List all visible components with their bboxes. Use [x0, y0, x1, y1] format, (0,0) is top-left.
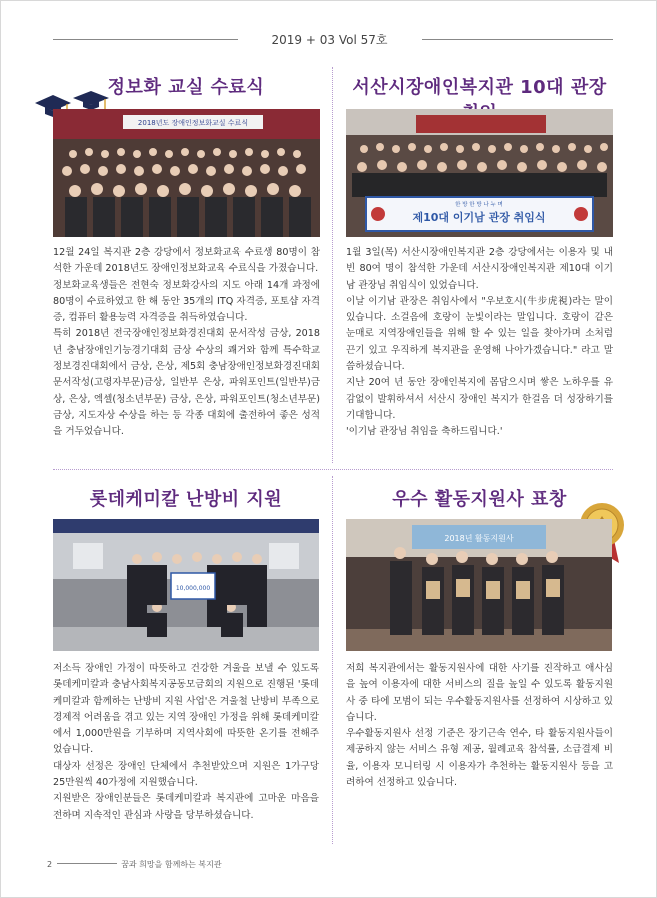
award-banner-text: 2018년 활동지원사: [444, 534, 514, 543]
paragraph: '이기남 관장님 취임을 축하드립니다.': [346, 426, 503, 438]
footer-rule: [57, 863, 117, 864]
column-divider-top: [332, 67, 333, 463]
column-divider-bottom: [332, 476, 333, 844]
issue-header: 2019 + 03 Vol 57호: [271, 33, 388, 47]
paragraph: 12월 24일 복지관 2층 강당에서 정보화교육 수료생 80명이 참석한 가운데 2018년도 장애인정보화교육 수료식을 가졌습니다.: [53, 247, 320, 275]
paragraph: 정보화교육생들은 전현숙 정보화강사의 지도 아래 14개 과정에 80명이 수료하였고 한 해 동안 35개의 ITQ 자격증, 포토샵 자격증, 컴퓨터 활용능력 자격증을 취득하였습니다.: [53, 279, 320, 324]
section-body-director-inauguration: [346, 245, 613, 441]
header-rule-right: [422, 39, 613, 40]
paragraph: 저소득 장애인 가정이 따뜻하고 건강한 겨울을 보낼 수 있도록 롯데케미칼과 충남사회복지공동모금회의 지원으로 진행된 '롯데케미칼과 함께하는 난방비 지원 사업'은 겨울철 난방비 부족으로 경제적 어려움을 겪고 있는 지역 장애인 가정을 위해 롯데케미칼에서 1,000만원을 기부하며 지역사회에 따뜻한 온기를 전해주었습니다.: [53, 663, 319, 756]
section-divider: [53, 469, 613, 470]
paragraph: 대상자 선정은 장애인 단체에서 추천받았으며 지원은 1가구당 25만원씩 40가정에 지원했습니다.: [53, 760, 319, 789]
section-title-award: 우수 활동지원사 표창: [392, 489, 567, 510]
section-title-director-inauguration: 서산시장애인복지관 10대 관장: [352, 77, 607, 98]
paragraph: 특히 2018년 전국장애인정보화경진대회 문서작성 금상, 2018년 충남장애인기능경기대회 금상 수상의 쾌거와 함께 특수학교 정보경진대회에서 금상, 은상, 제5회 충남장애인정보화경진대회 문서작성(고령자부문)금상, 일반부 은상, 파워포인트(일반부)금상, 은상, 엑셀(청소년부문) 금상, 은상, 파워포인트(청소년부문)금상, 지도자상 수상을 하는 등 각종 대회에 출전하여 좋은 성적을 거두었습니다.: [53, 328, 320, 438]
section-body-heating-support: [53, 661, 319, 824]
paragraph: 1월 3일(목) 서산시장애인복지관 2층 강당에서는 이용자 및 내빈 80여 명이 참석한 가운데 서산시장애인복지관 제10대 이기남 관장님 취임식이 있었습니다.: [346, 247, 613, 291]
paragraph: 저희 복지관에서는 활동지원사에 대한 사기를 진작하고 애사심을 높여 이용자에 대한 서비스의 질을 높일 수 있도록 활동지원사 중 타에 모범이 되는 우수활동지원사를 선정하여 시상하고 있습니다.: [346, 663, 613, 723]
section-title-heating-support: 롯데케미칼 난방비 지원: [89, 489, 283, 510]
graduation-banner-text: 2018년도 장애인정보화교실 수료식: [137, 119, 249, 127]
page-number: 2: [47, 860, 53, 869]
graduation-group-photo: [53, 109, 320, 237]
inauguration-banner-main: 제10대 이기남 관장 취임식: [412, 211, 546, 224]
inauguration-banner-small: 한 방 한 방 나 누 며: [455, 202, 503, 208]
award-ceremony-photo: [346, 519, 612, 651]
donation-board-text: 10,000,000: [175, 585, 211, 592]
paragraph: 이날 이기남 관장은 취임사에서 "우보호시(牛步虎視)라는 말이 있습니다. 소걸음에 호랑이 눈빛이라는 말입니다. 호랑이 같은 눈매로 지역장애인들을 위해 할 수 있는 일을 찾아가며 소처럼 끈기 있고 우직하게 복지관을 운영해 나아가겠습니다." 라고 말씀하셨습니다.: [346, 295, 613, 373]
footer: [47, 859, 222, 870]
section-body-info-class: [53, 245, 320, 441]
paragraph: 우수활동지원사 선정 기준은 장기근속 연수, 타 활동지원사들이 제공하지 않는 서비스 유형 제공, 월례교육 참석률, 소급결제 비율, 이용자 모니터링 시 이용자가 추천하는 활동지원사 등을 고려하여 선정하고 있습니다.: [346, 728, 613, 789]
section-title-info-class: 정보화 교실 수료식: [107, 77, 265, 98]
heating-support-photo: [53, 519, 319, 651]
inauguration-photo: [346, 109, 613, 237]
section-body-award: [346, 661, 613, 791]
paragraph: 지난 20여 년 동안 장애인복지에 몸담으시며 쌓은 노하우를 유감없이 발휘하셔서 서산시 장애인 복지가 한걸음 더 성장하기를 기대합니다.: [346, 377, 613, 421]
footer-text: 꿈과 희망을 함께하는 복지관: [121, 860, 222, 869]
paragraph: 지원받은 장애인분들은 롯데케미칼과 복지관에 고마운 마음을 전하며 지속적인 관심과 사랑을 당부하셨습니다.: [53, 793, 319, 821]
